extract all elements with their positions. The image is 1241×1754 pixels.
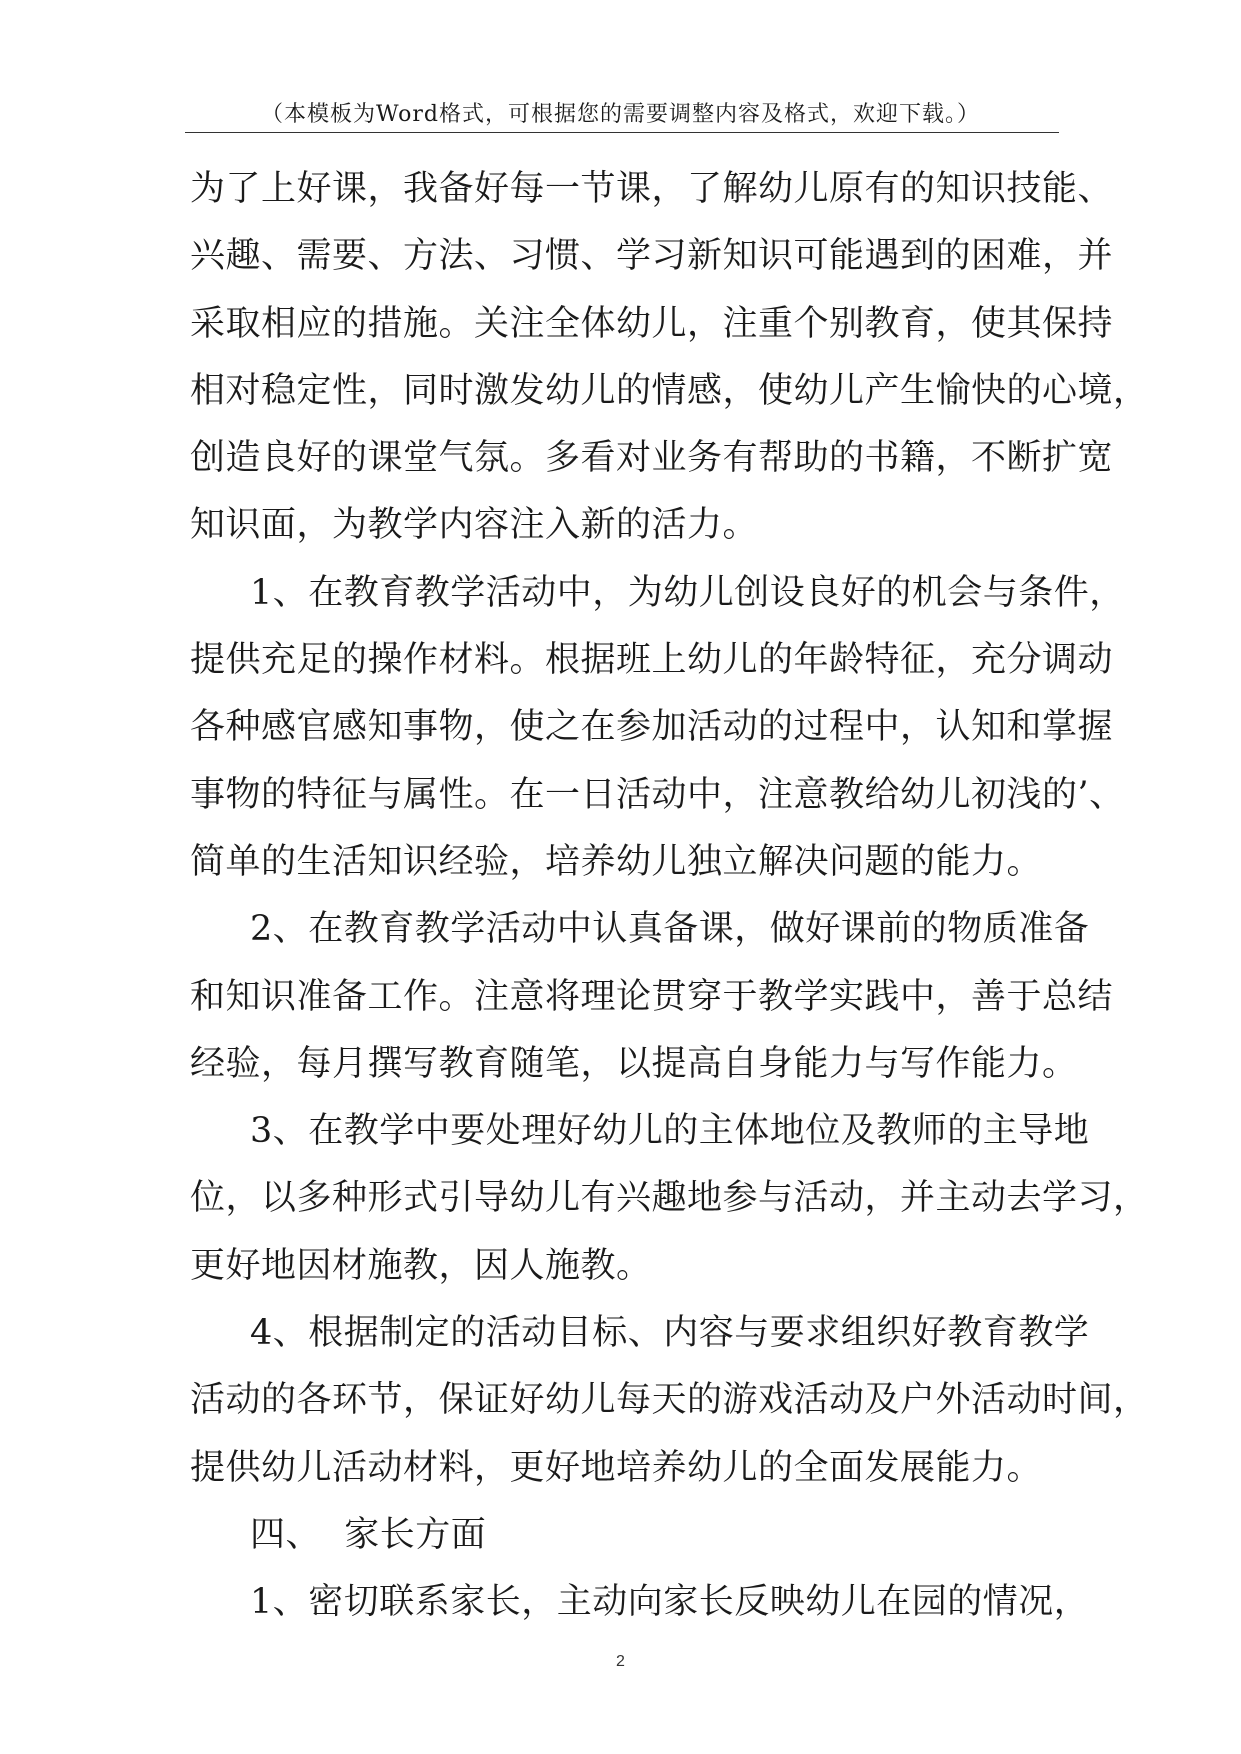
text-line: 和知识准备工作。注意将理论贯穿于教学实践中，善于总结 xyxy=(190,976,1114,1017)
text-line: 1、在教育教学活动中，为幼儿创设良好的机会与条件， xyxy=(250,572,1125,613)
text-line: 位，以多种形式引导幼儿有兴趣地参与活动，并主动去学习， xyxy=(190,1178,1149,1219)
text-line: 知识面，为教学内容注入新的活力。 xyxy=(190,505,759,546)
header-divider xyxy=(185,132,1059,133)
text-line: 经验，每月撰写教育随笔，以提高自身能力与写作能力。 xyxy=(190,1043,1078,1084)
text-line: 4、根据制定的活动目标、内容与要求组织好教育教学 xyxy=(250,1313,1090,1354)
text-line: 事物的特征与属性。在一日活动中，注意教给幼儿初浅的’、 xyxy=(190,774,1125,815)
text-line: 1、密切联系家长，主动向家长反映幼儿在园的情况， xyxy=(250,1582,1090,1623)
text-line: 更好地因材施教，因人施教。 xyxy=(190,1245,652,1286)
text-line: 采取相应的措施。关注全体幼儿，注重个别教育，使其保持 xyxy=(190,303,1114,344)
text-line: 活动的各环节，保证好幼儿每天的游戏活动及户外活动时间， xyxy=(190,1380,1149,1421)
text-line: 提供充足的操作材料。根据班上幼儿的年龄特征，充分调动 xyxy=(190,640,1114,681)
text-line: 3、在教学中要处理好幼儿的主体地位及教师的主导地 xyxy=(250,1111,1090,1152)
header-note: （本模板为Word格式，可根据您的需要调整内容及格式，欢迎下载。） xyxy=(261,102,980,127)
text-line: 相对稳定性，同时激发幼儿的情感，使幼儿产生愉快的心境， xyxy=(190,370,1149,411)
text-line: 2、在教育教学活动中认真备课，做好课前的物质准备 xyxy=(250,909,1090,950)
text-line: 兴趣、需要、方法、习惯、学习新知识可能遇到的困难，并 xyxy=(190,236,1114,277)
text-line: 各种感官感知事物，使之在参加活动的过程中，认知和掌握 xyxy=(190,707,1114,748)
section-heading: 四、 家长方面 xyxy=(250,1514,487,1555)
text-line: 创造良好的课堂气氛。多看对业务有帮助的书籍，不断扩宽 xyxy=(190,438,1114,479)
text-line: 简单的生活知识经验，培养幼儿独立解决问题的能力。 xyxy=(190,841,1043,882)
text-line: 为了上好课，我备好每一节课，了解幼儿原有的知识技能、 xyxy=(190,169,1114,209)
document-body xyxy=(190,156,1149,1637)
page-number: 2 xyxy=(616,1653,625,1670)
text-line: 提供幼儿活动材料，更好地培养幼儿的全面发展能力。 xyxy=(190,1447,1043,1488)
